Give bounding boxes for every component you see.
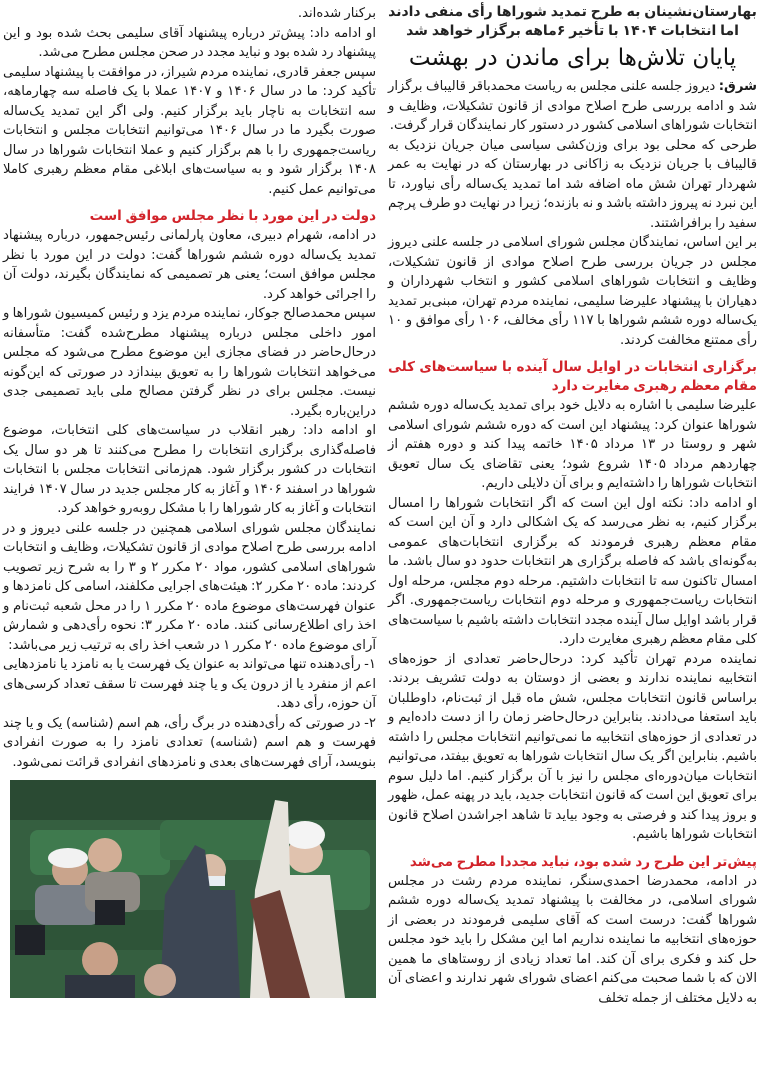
left-column — [3, 4, 376, 998]
body-paragraph: در ادامه، محمدرضا احمدی‌سنگر، نماینده مردم رشت در مجلس شورای اسلامی، در مخالفت با پیشنهاد تمدید یک‌ساله دوره ششم شوراها گفت: درست است که آقای سلیمی فرمودند در بعضی از حوزه‌های انتخابیه ما نماینده نداریم اما این مشکل را باید خود مجلس حل کند و فکری برای آن کند. اما تعداد زیادی از روستاهای ما همین الان که با شما صحبت می‌کنم اعضای شورای شهر ندارند و اعضای آن به دلایل مختلف از جمله تخلف — [388, 873, 757, 1006]
body-paragraph: او ادامه داد: رهبر انقلاب در سیاست‌های کلی انتخابات، موضوع فاصله‌گذاری برگزاری انتخابات را مطرح می‌کنند تا هر دو سال یک انتخابات در کشور برگزار شود. هم‌زمانی انتخابات مجلس با انتخابات شوراها در اسفند ۱۴۰۶ و آغاز به کار مجلس جدید در سال ۱۴۰۷ فرایند انتخابات و آغاز به کار شوراها را با مشکل روبه‌رو خواهد کرد. — [3, 423, 376, 516]
right-column — [388, 3, 757, 1008]
body-paragraph: سپس جعفر قادری، نماینده مردم شیراز، در موافقت با پیشنهاد سلیمی تأکید کرد: ما در سال ۱۴۰۶ و ۱۴۰۷ عملا با یک فاصله سه چهارماهه، سه انتخابات به ناچار باید برگزار کنیم. ولی اگر این تمدید یک‌ساله صورت بگیرد ما در سال ۱۴۰۶ می‌توانیم انتخابات مجلس و انتخابات ریاست‌جمهوری را با هم برگزار کنیم و عملا انتخابات شوراها در سال ۱۴۰۸ برگزار شود و به سیاست‌های ابلاغی مقام معظم رهبری کاملا می‌توانیم عمل کنیم. — [3, 64, 377, 197]
source-label: شرق: — [718, 79, 757, 94]
body-paragraph: علیرضا سلیمی با اشاره به دلایل خود برای تمدید یک‌ساله دوره ششم شوراها عنوان کرد: پیشنهاد این است که دوره ششم شورای اسلامی شهر و روستا در ۱۳ مرداد ۱۴۰۵ خاتمه پیدا کند و دوره هفتم از چهاردهم مرداد ۱۴۰۵ شروع شود؛ یعنی تقاضای یک سال تعویق انتخابات شوراها را داشته‌ایم و برای آن دلایلی داریم. — [388, 398, 758, 491]
body-paragraph: برکنار شده‌اند. — [297, 6, 376, 21]
section-heading: دولت در این مورد با نظر مجلس موافق است — [89, 208, 376, 224]
intro-paragraph-2: طرحی که محلی بود برای وزن‌کشی سیاسی میان جریان نزدیک به قالیباف با جریان نزدیک به زاکانی در بهارستان که در نهایت به عمر شهردار تهران شش ماه اضافه شد اما تمدید یک‌ساله رأی نیاورد، تا این نبرد نه پیروز داشته باشد و نه بازنده؛ زیرا در نهایت دو طرف پرچم سفید را برافراشتند. — [388, 137, 757, 231]
section-heading: پیش‌تر این طرح رد شده بود، نباید مجددا مطرح می‌شد — [409, 853, 757, 870]
article-title: پایان تلاش‌ها برای ماندن در بهشت — [408, 45, 737, 71]
parliament-photo — [10, 780, 376, 998]
body-paragraph: در ادامه، شهرام دبیری، معاون پارلمانی رئیس‌جمهور، درباره پیشنهاد تمدید یک‌ساله دوره ششم شوراها گفت: دولت در این مورد با نظر مجلس موافق است؛ یعنی هر تصمیمی که نمایندگان بگیرند، دولت آن را اجرائی خواهد کرد. — [3, 228, 376, 302]
body-paragraph: سپس محمدصالح جوکار، نماینده مردم یزد و رئیس کمیسیون شوراها و امور داخلی مجلس درباره پیشنهاد مطرح‌شده گفت: متأسفانه درحال‌حاضر در فضای مجازی این موضوع مطرح می‌شود که مجلس می‌خواهد انتخابات شوراها را به تعویق بیندازد در صورتی که این‌گونه نیست. مجلس برای در نظر گرفتن مصالح ملی باید تصمیمی جدی دراین‌باره بگیرد. — [3, 306, 376, 419]
parliament-photo-icon — [10, 780, 376, 998]
article-kicker: بهارستان‌نشینان به طرح تمدید شوراها رأی منفی دادند اما انتخابات ۱۴۰۴ با تأخیر ۶ماهه برگزار خواهد شد — [388, 4, 757, 39]
body-paragraph: نماینده مردم تهران تأکید کرد: درحال‌حاضر تعدادی از حوزه‌های انتخابیه نماینده ندارند و بعضی از دوستان به دولت تشریف بردند. براساس قانون انتخابات مجلس، شش ماه قبل از ثبت‌نام، داوطلبان باید استعفا می‌دادند. بنابراین درحال‌حاضر زمان را از دست داده‌ایم و در تعدادی از حوزه‌های انتخابیه ما نمی‌توانیم انتخابات مجلس را داشته باشیم. بنابراین اگر یک سال انتخابات شوراها به تعویق بیفتد، می‌توانیم انتخابات میان‌دوره‌ای مجلس را نیز با آن برگزار کنیم. اما دلیل سوم برای تعویق این است که قانون انتخابات جدید، باید در پهنه عمل، ظهور و بروز پیدا کند و فرصتی به وجود بیاید تا شاهد اجراشدن اصلاح قانون انتخابات شوراها باشیم. — [388, 651, 757, 842]
body-paragraph: نمایندگان مجلس شورای اسلامی همچنین در جلسه علنی دیروز و در ادامه بررسی طرح اصلاح موادی از قانون تشکیلات، وظایف و انتخابات شوراهای اسلامی کشور، مواد ۲۰ مکرر ۲ و ۳ را به شرح زیر تصویب کردند: ماده ۲۰ مکرر ۲: هیئت‌های اجرایی مکلفند، اسامی کل نامزدها و عنوان فهرست‌های موضوع ماده ۲۰ مکرر ۱ را در محل شعبه ثبت‌نام و اخذ رای اطلاع‌رسانی کنند. ماده ۲۰ مکرر ۳: نحوه رأی‌دهی و شمارش آرای موضوع ماده ۲۰ مکرر ۱ در شعب اخذ رای به ترتیب زیر می‌باشد: — [3, 520, 376, 653]
section-heading: برگزاری انتخابات در اوایل سال آینده با سیاست‌های کلی مقام معظم رهبری مغایرت دارد — [388, 359, 757, 394]
body-paragraph: او ادامه داد: نکته اول این است که اگر انتخابات شوراها را امسال برگزار کنیم، به نظر می‌رسد که یک اشکالی دارد و آن این است که مقام معظم رهبری فرمودند که برگزاری انتخابات‌های عمومی به‌گونه‌ای باشد که فاصله برگزاری هر انتخابات حدود دو سال باشد. ما امسال تاکنون سه تا انتخابات داشتیم. مرحله دوم مجلس، مرحله اول انتخابات ریاست‌جمهوری و مرحله دوم انتخابات ریاست‌جمهوری. اگر قرار باشد اوایل سال آینده مجدد انتخابات داشته باشیم با سیاست‌های کلی مقام معظم رهبری مغایرت دارد. — [388, 495, 757, 647]
body-paragraph: او ادامه داد: پیش‌تر درباره پیشنهاد آقای سلیمی بحث شده بود و این پیشنهاد رد شده بود و نباید مجدد در صحن مجلس مطرح می‌شد. — [3, 25, 376, 60]
intro-paragraph-3: بر این اساس، نمایندگان مجلس شورای اسلامی در جلسه علنی دیروز مجلس در جریان بررسی طرح اصلاح موادی از قانون تشکیلات، وظایف و انتخابات شوراهای اسلامی کشور و انتخاب شهرداران و دهیاران با پیشنهاد علیرضا سلیمی، نماینده مردم تهران، مبنی‌بر تمدید یک‌ساله دوره ششم شوراها با ۱۱۷ رأی مخالف، ۱۰۶ رأی موافق و ۱۰ رأی ممتنع مخالفت کردند. — [388, 235, 757, 348]
body-paragraph: ۱- رأی‌دهنده تنها می‌تواند به عنوان یک فهرست یا به نامزد یا نامزدهایی اعم از منفرد یا از درون یک و یا چند فهرست تا سقف تعداد کرسی‌های آن حوزه، رأی دهد. — [3, 657, 376, 711]
body-paragraph: ۲- در صورتی که رأی‌دهنده در برگ رأی، هم اسم (شناسه) یک و یا چند فهرست و هم اسم (شناسه) تعدادی نامزد را به صورت انفرادی بنویسد، آرای فهرست‌های بعدی و نامزدهای انفرادی قرائت نمی‌شود. — [3, 715, 376, 770]
intro-paragraph-1: شرق: دیروز جلسه علنی مجلس به ریاست محمدباقر قالیباف برگزار شد و ادامه بررسی طرح اصلاح موادی از قانون تشکیلات، وظایف و انتخابات شوراهای اسلامی کشور در دستور کار نمایندگان قرار گرفت. — [388, 79, 757, 133]
